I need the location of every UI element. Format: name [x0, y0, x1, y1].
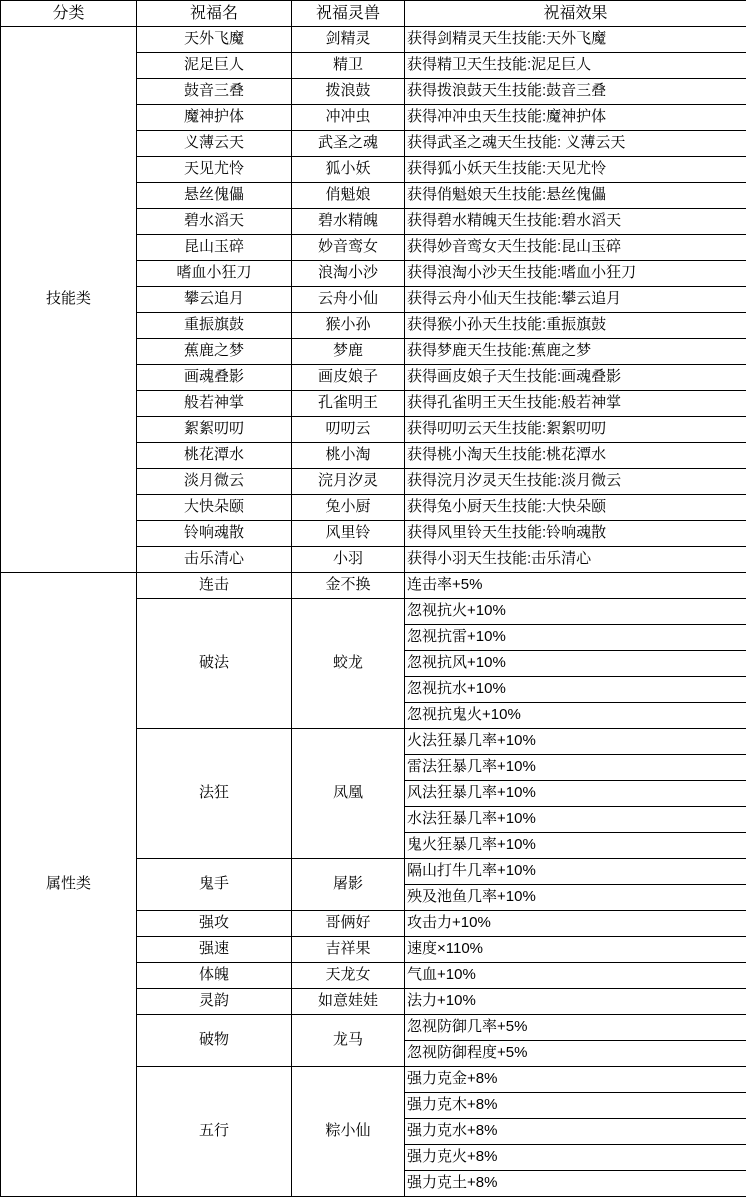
- blessing-beast-cell: 叨叨云: [292, 417, 405, 443]
- table-row: [1, 27, 746, 53]
- table-body: [1, 27, 746, 1197]
- blessing-name-cell: 强攻: [137, 911, 292, 937]
- blessing-effect-cell: 强力克金+8%: [405, 1067, 746, 1093]
- blessing-name-cell: 鼓音三叠: [137, 79, 292, 105]
- blessing-name-cell: 义薄云天: [137, 131, 292, 157]
- column-header-category: 分类: [1, 1, 137, 27]
- blessing-effect-cell: 获得剑精灵天生技能:天外飞魔: [405, 27, 746, 53]
- blessing-effect-cell: 气血+10%: [405, 963, 746, 989]
- blessing-effect-cell: 获得猴小孙天生技能:重振旗鼓: [405, 313, 746, 339]
- blessing-name-cell: 嗜血小狂刀: [137, 261, 292, 287]
- blessing-effect-cell: 获得兔小厨天生技能:大快朵颐: [405, 495, 746, 521]
- blessing-name-cell: 攀云追月: [137, 287, 292, 313]
- blessing-name-cell: 破法: [137, 599, 292, 729]
- blessing-effect-cell: 水法狂暴几率+10%: [405, 807, 746, 833]
- blessing-beast-cell: 小羽: [292, 547, 405, 573]
- blessing-name-cell: 淡月微云: [137, 469, 292, 495]
- blessing-effect-cell: 忽视抗水+10%: [405, 677, 746, 703]
- blessing-name-cell: 画魂叠影: [137, 365, 292, 391]
- blessing-beast-cell: 孔雀明王: [292, 391, 405, 417]
- blessing-effect-cell: 速度×110%: [405, 937, 746, 963]
- blessing-effect-cell: 攻击力+10%: [405, 911, 746, 937]
- blessing-beast-cell: 桃小淘: [292, 443, 405, 469]
- column-header-blessing-effect: 祝福效果: [405, 1, 746, 27]
- blessing-effect-cell: 火法狂暴几率+10%: [405, 729, 746, 755]
- blessing-beast-cell: 凤凰: [292, 729, 405, 859]
- blessing-name-cell: 天外飞魔: [137, 27, 292, 53]
- blessing-beast-cell: 如意娃娃: [292, 989, 405, 1015]
- blessing-effect-cell: 获得桃小淘天生技能:桃花潭水: [405, 443, 746, 469]
- blessing-name-cell: 絮絮叨叨: [137, 417, 292, 443]
- header-row: [1, 1, 746, 27]
- blessing-name-cell: 鬼手: [137, 859, 292, 911]
- blessing-name-cell: 击乐清心: [137, 547, 292, 573]
- blessing-beast-cell: 哥俩好: [292, 911, 405, 937]
- blessing-effect-cell: 忽视防御几率+5%: [405, 1015, 746, 1041]
- blessing-name-cell: 重振旗鼓: [137, 313, 292, 339]
- blessing-effect-cell: 风法狂暴几率+10%: [405, 781, 746, 807]
- blessing-effect-cell: 鬼火狂暴几率+10%: [405, 833, 746, 859]
- column-header-blessing-beast: 祝福灵兽: [292, 1, 405, 27]
- blessing-effect-cell: 忽视抗鬼火+10%: [405, 703, 746, 729]
- blessing-effect-cell: 忽视抗雷+10%: [405, 625, 746, 651]
- blessing-name-cell: 昆山玉碎: [137, 235, 292, 261]
- blessing-name-cell: 般若神掌: [137, 391, 292, 417]
- blessing-beast-cell: 吉祥果: [292, 937, 405, 963]
- blessing-effect-cell: 获得妙音鸾女天生技能:昆山玉碎: [405, 235, 746, 261]
- category-cell: 技能类: [1, 27, 137, 573]
- blessing-effect-cell: 获得孔雀明王天生技能:般若神掌: [405, 391, 746, 417]
- blessing-effect-cell: 获得狐小妖天生技能:天见尤怜: [405, 157, 746, 183]
- blessing-effect-cell: 获得云舟小仙天生技能:攀云追月: [405, 287, 746, 313]
- blessing-effect-cell: 强力克土+8%: [405, 1171, 746, 1197]
- blessing-effect-cell: 强力克木+8%: [405, 1093, 746, 1119]
- blessing-effect-cell: 隔山打牛几率+10%: [405, 859, 746, 885]
- blessing-beast-cell: 猴小孙: [292, 313, 405, 339]
- blessing-name-cell: 破物: [137, 1015, 292, 1067]
- blessing-effect-cell: 获得拨浪鼓天生技能:鼓音三叠: [405, 79, 746, 105]
- blessing-beast-cell: 兔小厨: [292, 495, 405, 521]
- blessing-beast-cell: 冲冲虫: [292, 105, 405, 131]
- blessing-effect-cell: 忽视防御程度+5%: [405, 1041, 746, 1067]
- blessing-beast-cell: 粽小仙: [292, 1067, 405, 1197]
- blessing-name-cell: 碧水滔天: [137, 209, 292, 235]
- column-header-blessing-name: 祝福名: [137, 1, 292, 27]
- blessing-effect-cell: 雷法狂暴几率+10%: [405, 755, 746, 781]
- blessing-name-cell: 铃响魂散: [137, 521, 292, 547]
- blessing-name-cell: 连击: [137, 573, 292, 599]
- blessing-name-cell: 体魄: [137, 963, 292, 989]
- table-row: [1, 573, 746, 599]
- blessing-effect-cell: 法力+10%: [405, 989, 746, 1015]
- blessing-beast-cell: 金不换: [292, 573, 405, 599]
- blessing-name-cell: 桃花潭水: [137, 443, 292, 469]
- blessing-effect-cell: 强力克水+8%: [405, 1119, 746, 1145]
- blessing-effect-cell: 获得武圣之魂天生技能: 义薄云天: [405, 131, 746, 157]
- blessing-effect-cell: 殃及池鱼几率+10%: [405, 885, 746, 911]
- blessing-effect-cell: 获得画皮娘子天生技能:画魂叠影: [405, 365, 746, 391]
- blessing-name-cell: 灵韵: [137, 989, 292, 1015]
- blessing-effect-cell: 忽视抗风+10%: [405, 651, 746, 677]
- blessing-beast-cell: 武圣之魂: [292, 131, 405, 157]
- category-cell: 属性类: [1, 573, 137, 1197]
- blessing-beast-cell: 浣月汐灵: [292, 469, 405, 495]
- blessing-beast-cell: 风里铃: [292, 521, 405, 547]
- blessing-name-cell: 悬丝傀儡: [137, 183, 292, 209]
- blessing-beast-cell: 剑精灵: [292, 27, 405, 53]
- blessing-effect-cell: 忽视抗火+10%: [405, 599, 746, 625]
- blessing-name-cell: 法狂: [137, 729, 292, 859]
- blessing-beast-cell: 狐小妖: [292, 157, 405, 183]
- blessing-beast-cell: 云舟小仙: [292, 287, 405, 313]
- blessing-beast-cell: 蛟龙: [292, 599, 405, 729]
- blessing-beast-cell: 妙音鸾女: [292, 235, 405, 261]
- blessing-beast-cell: 浪淘小沙: [292, 261, 405, 287]
- blessing-effect-cell: 获得精卫天生技能:泥足巨人: [405, 53, 746, 79]
- blessing-name-cell: 强速: [137, 937, 292, 963]
- blessing-name-cell: 魔神护体: [137, 105, 292, 131]
- blessing-beast-cell: 俏魁娘: [292, 183, 405, 209]
- blessing-beast-cell: 屠影: [292, 859, 405, 911]
- blessing-effect-cell: 获得浪淘小沙天生技能:嗜血小狂刀: [405, 261, 746, 287]
- blessing-name-cell: 泥足巨人: [137, 53, 292, 79]
- blessing-beast-cell: 碧水精魄: [292, 209, 405, 235]
- blessing-beast-cell: 龙马: [292, 1015, 405, 1067]
- blessing-beast-cell: 拨浪鼓: [292, 79, 405, 105]
- blessing-effect-cell: 获得风里铃天生技能:铃响魂散: [405, 521, 746, 547]
- blessing-effect-cell: 获得梦鹿天生技能:蕉鹿之梦: [405, 339, 746, 365]
- blessing-effect-cell: 获得小羽天生技能:击乐清心: [405, 547, 746, 573]
- blessing-effect-cell: 强力克火+8%: [405, 1145, 746, 1171]
- blessing-name-cell: 五行: [137, 1067, 292, 1197]
- blessing-effect-cell: 获得俏魁娘天生技能:悬丝傀儡: [405, 183, 746, 209]
- blessing-effect-cell: 连击率+5%: [405, 573, 746, 599]
- blessing-beast-cell: 梦鹿: [292, 339, 405, 365]
- blessing-beast-cell: 精卫: [292, 53, 405, 79]
- blessing-name-cell: 蕉鹿之梦: [137, 339, 292, 365]
- blessing-effect-cell: 获得浣月汐灵天生技能:淡月微云: [405, 469, 746, 495]
- blessing-effect-cell: 获得碧水精魄天生技能:碧水滔天: [405, 209, 746, 235]
- blessing-name-cell: 大快朵颐: [137, 495, 292, 521]
- blessing-name-cell: 天见尤怜: [137, 157, 292, 183]
- blessing-beast-cell: 画皮娘子: [292, 365, 405, 391]
- blessing-effect-cell: 获得冲冲虫天生技能:魔神护体: [405, 105, 746, 131]
- table-header: [1, 1, 746, 27]
- blessing-beast-cell: 天龙女: [292, 963, 405, 989]
- blessing-effect-cell: 获得叨叨云天生技能:絮絮叨叨: [405, 417, 746, 443]
